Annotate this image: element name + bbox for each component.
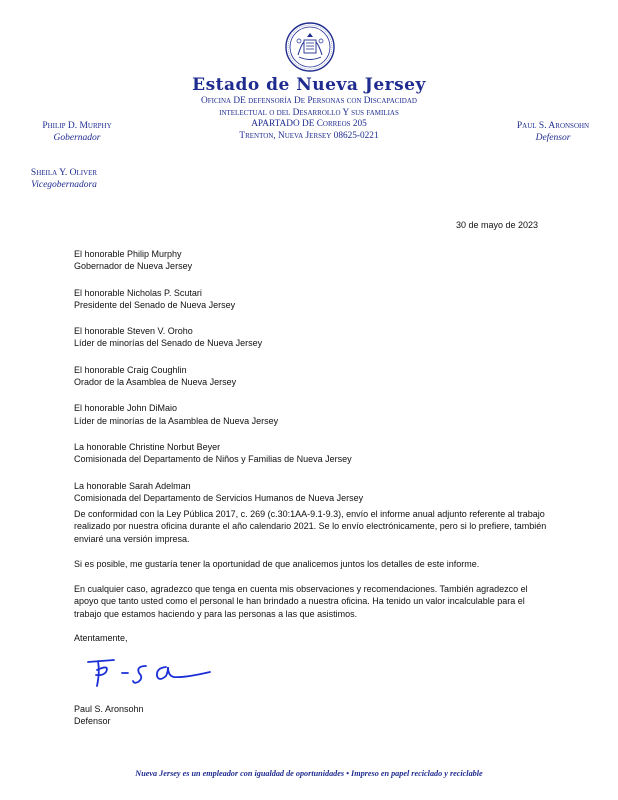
- signer-title: Defensor: [74, 716, 111, 727]
- office-city: Trenton, Nueva Jersey 08625-0221: [239, 130, 379, 141]
- state-title: Estado de Nueva Jersey: [192, 75, 426, 95]
- recipient-title: Gobernador de Nueva Jersey: [74, 261, 193, 272]
- signer-block: [74, 703, 144, 728]
- state-seal-icon: [285, 22, 335, 72]
- recipient-name: La honorable Christine Norbut Beyer: [74, 441, 221, 452]
- office-name-line2: intelectual o del Desarrollo Y sus familias: [219, 107, 399, 118]
- body-paragraph-2: Si es posible, me gustaría tener la oportunidad de que analicemos juntos los detalles de este informe.: [74, 558, 480, 569]
- recipient-item: [74, 287, 554, 312]
- handwritten-signature: [84, 652, 214, 692]
- lt-governor-title: Vicegobernadora: [31, 180, 97, 190]
- recipient-title: Comisionada del Departamento de Servicios Humanos de Nueva Jersey: [74, 492, 364, 503]
- office-address: [150, 96, 468, 142]
- closing-salutation: Atentamente,: [74, 633, 128, 643]
- recipient-item: [74, 325, 554, 350]
- office-name-line1: Oficina DE defensoría De Personas con Discapacidad: [201, 96, 417, 106]
- advocate-name: Paul S. Aronsohn: [516, 121, 590, 131]
- advocate-block: [498, 120, 608, 144]
- signer-name: Paul S. Aronsohn: [74, 704, 144, 714]
- footer-note: Nueva Jersey es un empleador con igualdad de oportunidades • Impreso en papel reciclado y reciclable: [135, 769, 483, 778]
- recipient-name: El honorable Craig Coughlin: [74, 364, 187, 375]
- recipient-list: [74, 248, 554, 518]
- lt-governor-block: [14, 167, 114, 191]
- recipient-name: El honorable Steven V. Oroho: [74, 326, 193, 337]
- recipient-title: Líder de minorías del Senado de Nueva Jersey: [74, 338, 263, 349]
- body-paragraph-1: De conformidad con la Ley Pública 2017, c. 269 (c.30:1AA-9.1-9.3), envío el informe anual adjunto referente al trabajo realizado por nuestra oficina durante el año calendario 2021. Se lo envío electrónicamente, pero si lo prefiere, también enviaré una versión impresa.: [74, 509, 547, 544]
- recipient-item: [74, 248, 554, 273]
- recipient-item: [74, 402, 554, 427]
- recipient-item: [74, 364, 554, 389]
- recipient-title: Presidente del Senado de Nueva Jersey: [74, 299, 236, 310]
- letter-date: 30 de mayo de 2023: [456, 220, 539, 230]
- advocate-title: Defensor: [535, 133, 571, 143]
- letter-body: [74, 508, 552, 633]
- governor-title: Gobernador: [53, 133, 101, 143]
- recipient-name: El honorable Nicholas P. Scutari: [74, 287, 202, 298]
- lt-governor-name: Sheila Y. Oliver: [30, 168, 98, 178]
- recipient-name: La honorable Sarah Adelman: [74, 480, 191, 491]
- recipient-name: El honorable Philip Murphy: [74, 249, 182, 259]
- body-paragraph-3: En cualquier caso, agradezco que tenga en cuenta mis observaciones y recomendaciones. También agradezco el apoyo que tanto usted como el personal le han brindado a nuestra oficina. Ha tenido un valor incalculable para el trabajo que estamos haciendo y para las personas a las que asistimos.: [74, 584, 528, 619]
- governor-name: Philip D. Murphy: [42, 121, 112, 131]
- recipient-name: El honorable John DiMaio: [74, 403, 178, 414]
- recipient-title: Líder de minorías de la Asamblea de Nueva Jersey: [74, 415, 279, 426]
- recipient-title: Orador de la Asamblea de Nueva Jersey: [74, 377, 237, 388]
- governor-block: [22, 120, 132, 144]
- recipient-item: [74, 480, 554, 505]
- office-po-box: APARTADO DE Correos 205: [251, 119, 367, 129]
- recipient-title: Comisionada del Departamento de Niños y Familias de Nueva Jersey: [74, 454, 352, 465]
- recipient-item: [74, 441, 554, 466]
